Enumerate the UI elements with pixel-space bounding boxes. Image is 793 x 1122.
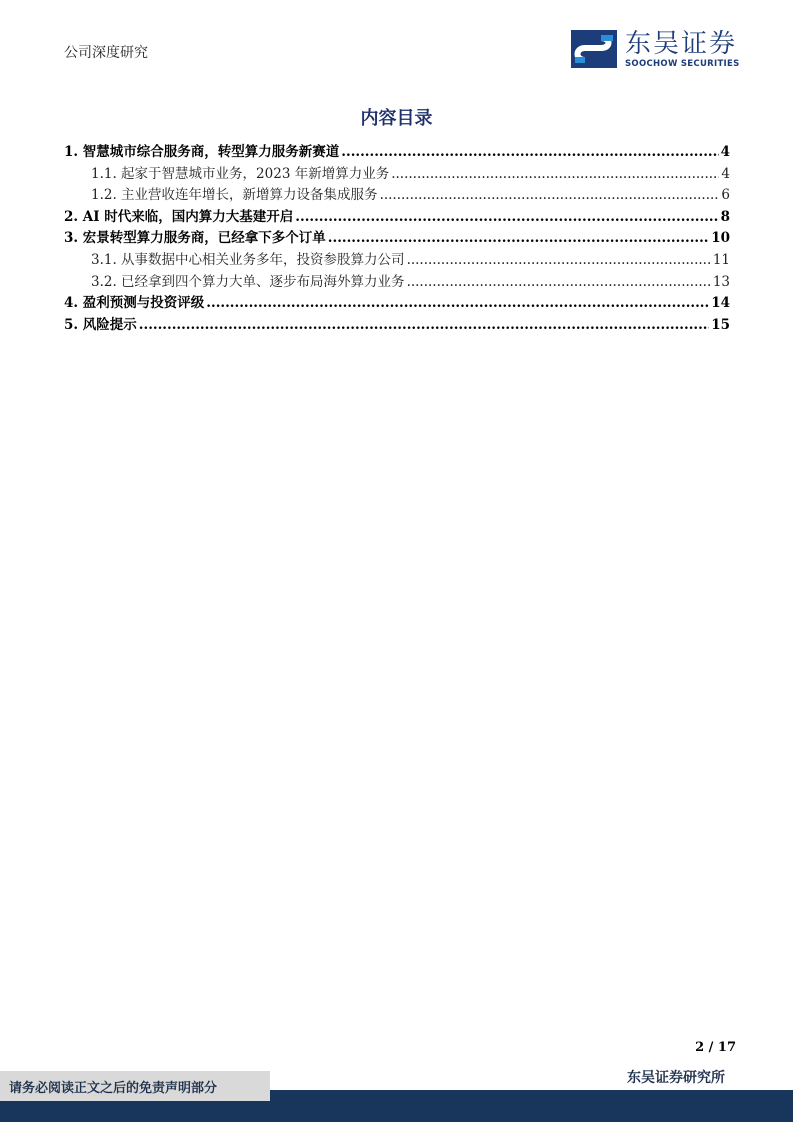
toc-entry-text: 4. 盈利预测与投资评级 xyxy=(64,295,205,312)
leader-dots xyxy=(328,230,709,246)
page-number: 2 / 17 xyxy=(695,1040,736,1055)
toc-entry[interactable] xyxy=(64,140,730,162)
toc-entry[interactable] xyxy=(64,205,730,227)
toc-entry-page: 15 xyxy=(711,316,730,333)
toc-entry[interactable] xyxy=(64,270,730,292)
disclaimer-note: 请务必阅读正文之后的免责声明部分 xyxy=(0,1071,270,1101)
leader-dots xyxy=(380,187,720,203)
leader-dots xyxy=(391,166,719,182)
report-type-label: 公司深度研究 xyxy=(64,45,148,61)
toc-entry[interactable] xyxy=(64,226,730,248)
toc-entry-page: 8 xyxy=(720,208,730,225)
logo-mark-icon xyxy=(571,30,617,68)
institute-name: 东吴证券研究所 xyxy=(627,1070,725,1086)
toc-entry[interactable] xyxy=(64,183,730,205)
toc-entry-page: 11 xyxy=(712,251,730,268)
toc-entry[interactable] xyxy=(64,313,730,335)
toc-entry-text: 2. AI 时代来临，国内算力大基建开启 xyxy=(64,208,294,225)
toc-entry-text: 3.1. 从事数据中心相关业务多年，投资参股算力公司 xyxy=(91,251,405,268)
leader-dots xyxy=(139,317,709,333)
toc-entry-page: 4 xyxy=(721,165,730,182)
company-logo xyxy=(571,30,740,69)
toc-entry-text: 1.1. 起家于智慧城市业务，2023 年新增算力业务 xyxy=(91,165,390,182)
toc-entry-page: 10 xyxy=(711,230,730,247)
logo-en: SOOCHOW SECURITIES xyxy=(625,59,740,69)
toc-entry-text: 5. 风险提示 xyxy=(64,316,137,333)
toc-entry-page: 4 xyxy=(720,144,730,160)
toc-entry[interactable] xyxy=(64,248,730,270)
toc-entry-page: 6 xyxy=(721,187,730,204)
leader-dots xyxy=(407,252,711,268)
table-of-contents xyxy=(64,140,730,334)
leader-dots xyxy=(206,295,709,311)
toc-entry[interactable] xyxy=(64,162,730,184)
toc-entry-page: 14 xyxy=(711,295,730,312)
toc-entry-text: 3.2. 已经拿到四个算力大单、逐步布局海外算力业务 xyxy=(91,273,405,290)
leader-dots xyxy=(295,209,718,225)
toc-entry[interactable] xyxy=(64,291,730,313)
toc-entry-page: 13 xyxy=(712,273,730,290)
leader-dots xyxy=(341,144,718,160)
toc-title: 内容目录 xyxy=(360,108,433,129)
logo-cn: 东吴证券 xyxy=(625,29,738,59)
toc-entry-text: 1. 智慧城市综合服务商，转型算力服务新赛道 xyxy=(64,144,340,160)
leader-dots xyxy=(407,274,711,290)
toc-entry-text: 3. 宏景转型算力服务商，已经拿下多个订单 xyxy=(64,230,326,247)
toc-entry-text: 1.2. 主业营收连年增长，新增算力设备集成服务 xyxy=(91,187,378,204)
